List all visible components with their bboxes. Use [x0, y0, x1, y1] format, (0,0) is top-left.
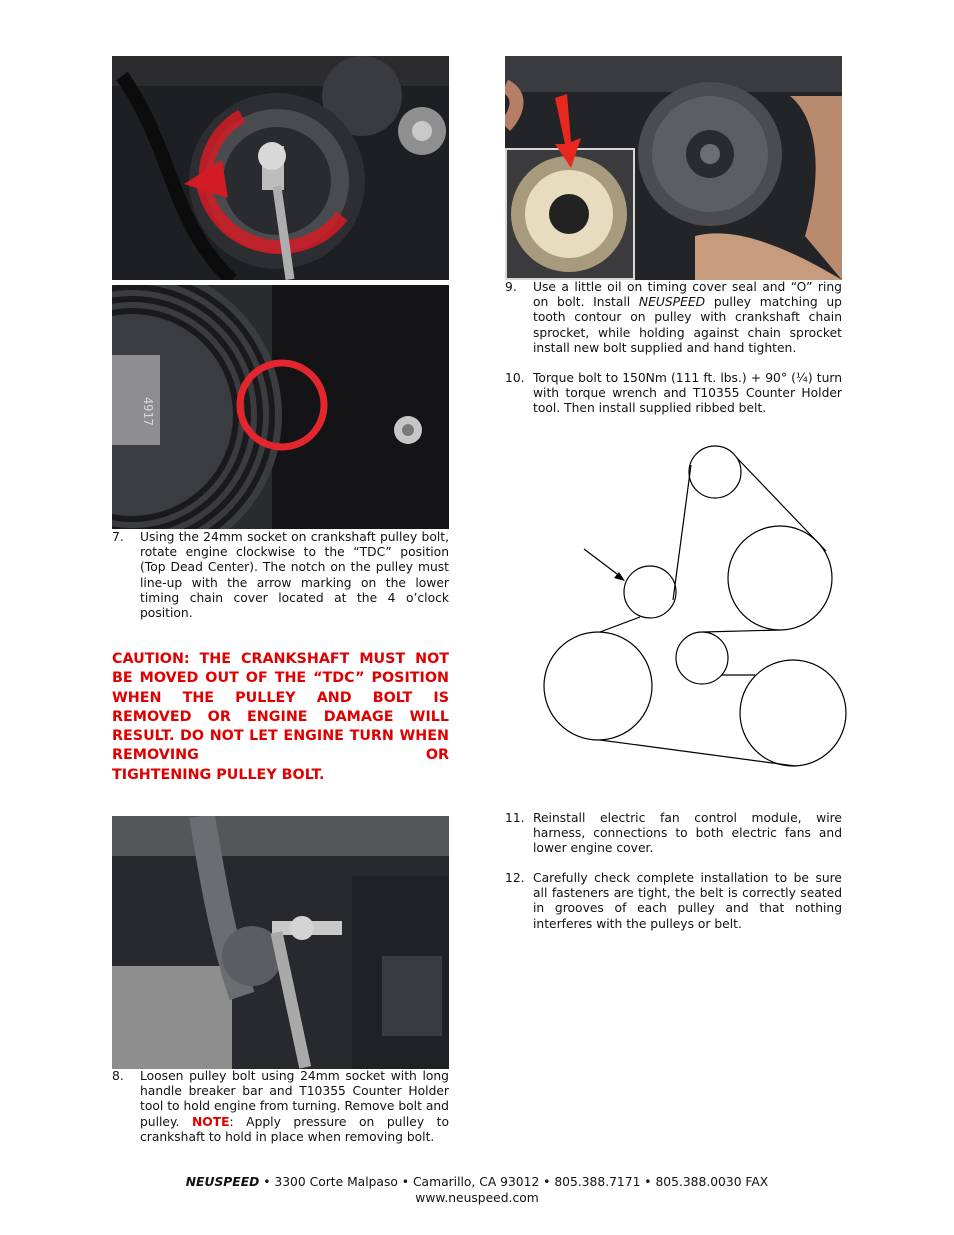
- pulley-marking-text: 4917: [141, 397, 155, 426]
- photo-crankshaft-rotate: [112, 56, 449, 280]
- step-number: 12.: [505, 871, 525, 885]
- step-number: 11.: [505, 811, 525, 825]
- note-label: NOTE: [191, 1114, 230, 1129]
- ac-compressor-pulley: [740, 660, 846, 766]
- caution-text-last: TIGHTENING PULLEY BOLT.: [112, 766, 325, 783]
- step-11: [505, 811, 842, 857]
- step-text: Reinstall electric fan control module, wire harness, connections to both electric fans and lower engine cover.: [533, 811, 842, 856]
- belt-segment: [673, 465, 691, 600]
- pointer-arrow-line: [584, 549, 621, 577]
- step-text-after: pulley matching up tooth contour on pulley with crankshaft chain sprocket, while holding against chain sprocket install new bolt supplied and hand tighten.: [533, 295, 842, 355]
- footer-brand: NEUSPEED: [185, 1175, 260, 1189]
- belt-segment: [600, 617, 640, 632]
- caution-warning: [112, 650, 449, 785]
- photo-pulley-install: [505, 56, 842, 280]
- step-text: Loosen pulley bolt using 24mm socket with long handle breaker bar and T10355 Counter Holder tool to hold engine from turning. Remove bolt and pulley.: [140, 1069, 449, 1129]
- belt-routing-diagram: [540, 440, 850, 770]
- step-text: Using the 24mm socket on crankshaft pulley bolt, rotate engine clockwise to the “TDC” position (Top Dead Center). The notch on the pulley must line-up with the arrow marking on the lower timing chain cover located at the 4 o’clock position.: [140, 530, 449, 621]
- footer-website[interactable]: www.neuspeed.com: [415, 1191, 539, 1205]
- step-7: [112, 530, 449, 621]
- step-12: [505, 871, 842, 932]
- step-number: 8.: [112, 1069, 124, 1083]
- photo-breaker-bar: [112, 816, 449, 1069]
- footer-contact: [0, 1175, 954, 1189]
- belt-segment: [703, 630, 780, 632]
- step-10: [505, 371, 842, 417]
- crankshaft-pulley: [544, 632, 652, 740]
- photo-pulley-notch: [112, 285, 449, 529]
- tensioner-pulley: [624, 566, 676, 618]
- idler-pulley-top: [689, 446, 741, 498]
- step-9: [505, 280, 842, 356]
- step-text-after: : Apply pressure on pulley to crankshaft to hold in place when removing bolt.: [140, 1114, 449, 1144]
- step-8: [112, 1069, 449, 1145]
- footer-address: • 3300 Corte Malpaso • Camarillo, CA 93012 • 805.388.7171 • 805.388.0030 FAX: [259, 1175, 769, 1189]
- idler-pulley-small: [676, 632, 728, 684]
- belt-segment: [600, 740, 795, 766]
- step-number: 10.: [505, 371, 525, 385]
- step-text: Carefully check complete installation to be sure all fasteners are tight, the belt is correctly seated in grooves of each pulley and that nothing interferes with the pulleys or belt.: [533, 871, 842, 931]
- brand-name: NEUSPEED: [638, 295, 706, 310]
- caution-text: CAUTION: THE CRANKSHAFT MUST NOT BE MOVED OUT OF THE “TDC” POSITION WHEN THE PULLEY AND BOLT IS REMOVED OR ENGINE DAMAGE WILL RESULT. DO NOT LET ENGINE TURN WHEN REMOVING OR: [112, 651, 449, 764]
- step-text: Use a little oil on timing cover seal and “O” ring on bolt. Install: [533, 280, 842, 310]
- step-number: 9.: [505, 280, 517, 294]
- belt-segment: [737, 458, 826, 551]
- step-text: Torque bolt to 150Nm (111 ft. lbs.) + 90° (¼) turn with torque wrench and T10355 Counter Holder tool. Then install supplied ribbed belt.: [533, 371, 842, 416]
- step-number: 7.: [112, 530, 124, 544]
